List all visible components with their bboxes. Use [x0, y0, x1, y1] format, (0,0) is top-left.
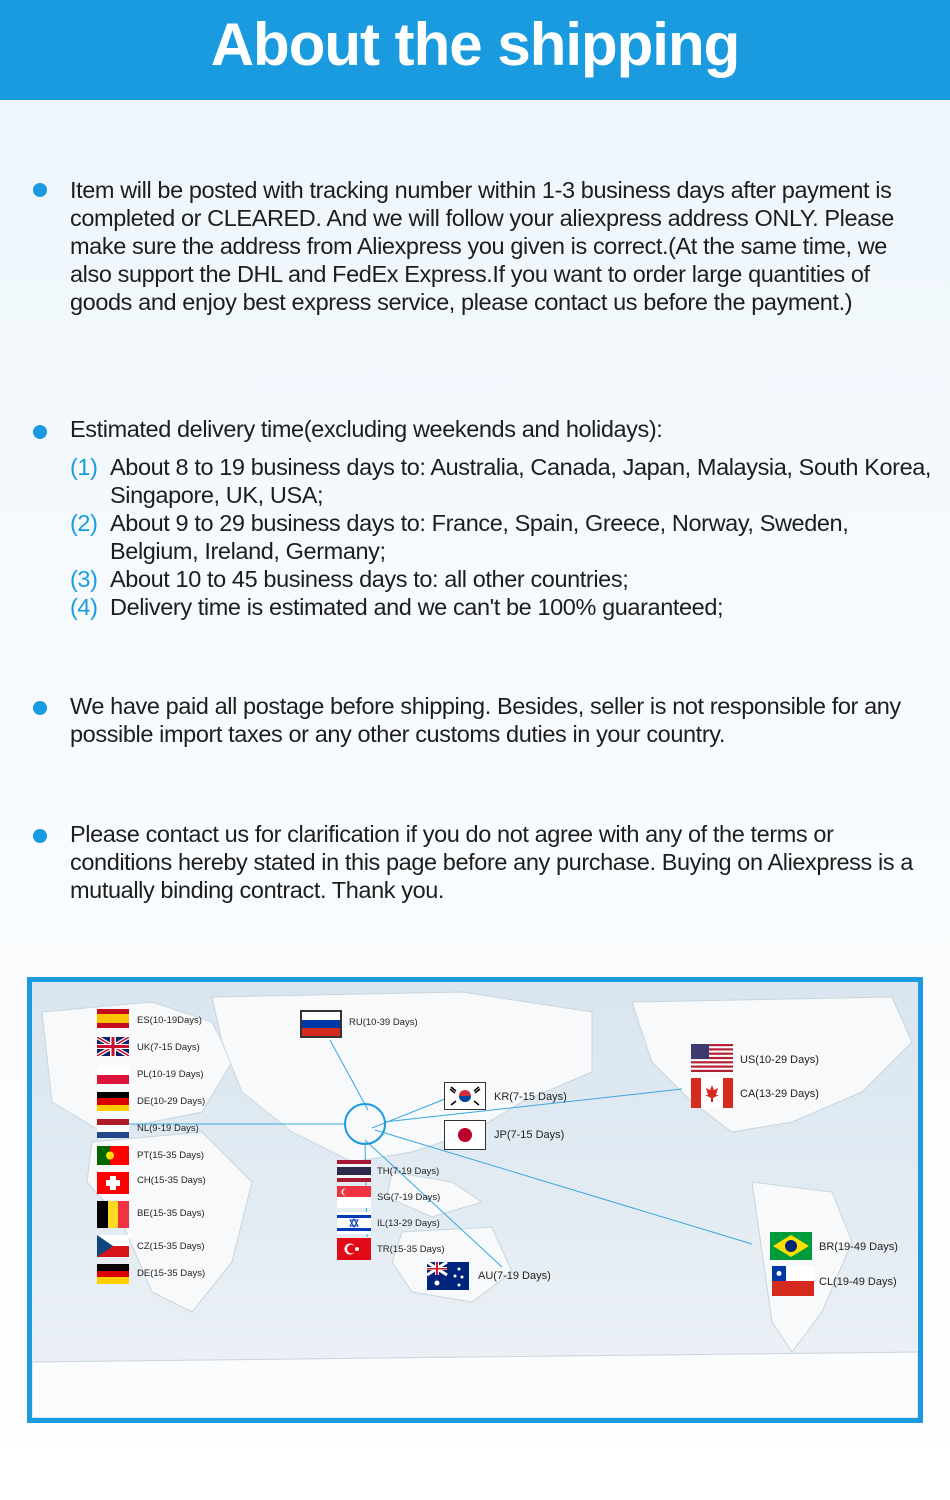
- uk-delivery-label: UK(7-15 Days): [137, 1042, 200, 1053]
- kr-flag-icon: [444, 1082, 486, 1110]
- br-delivery-label: BR(19-49 Days): [819, 1241, 898, 1253]
- de-flag-icon: [97, 1264, 129, 1284]
- nl-flag-icon: [97, 1119, 129, 1138]
- header-banner: [0, 0, 950, 100]
- es-delivery-label: ES(10-19Days): [137, 1015, 202, 1026]
- delivery-item-text: Delivery time is estimated and we can't be 100% guaranteed;: [110, 594, 724, 620]
- be-flag-icon: [97, 1201, 129, 1228]
- shipping-world-map: [27, 977, 923, 1423]
- ru-flag-icon: [300, 1010, 342, 1038]
- br-flag-icon: [770, 1232, 812, 1260]
- delivery-item-number: (3): [70, 566, 98, 592]
- pl-flag-icon: [97, 1065, 129, 1084]
- us-delivery-label: US(10-29 Days): [740, 1054, 819, 1066]
- de-delivery-label: DE(10-29 Days): [137, 1096, 206, 1107]
- au-flag-icon: [427, 1262, 469, 1290]
- ca-flag-icon: [691, 1078, 733, 1108]
- contact-paragraph: Please contact us for clarification if you do not agree with any of the terms or conditions hereby stated in this page before any purchase. Buying on Aliexpress is a mutually binding contract. Thank you.: [70, 821, 913, 903]
- sg-flag-icon: [337, 1186, 371, 1208]
- delivery-item-number: (2): [70, 510, 98, 536]
- delivery-item-number: (4): [70, 594, 98, 620]
- ch-delivery-label: CH(15-35 Days): [137, 1175, 206, 1186]
- bullet-icon: [33, 425, 47, 439]
- cz-flag-icon: [97, 1235, 129, 1257]
- page-title: About the shipping: [210, 11, 740, 78]
- tr-flag-icon: [337, 1238, 371, 1260]
- us-flag-icon: [691, 1044, 733, 1072]
- posting-paragraph: Item will be posted with tracking number within 1-3 business days after payment is completed or CLEARED. And we will follow your aliexpress address ONLY. Please make sure the address from Aliexpress you given is correct.(At the same time, we also support the DHL and FedEx Express.If you want to order large quantities of goods and enjoy best express service, please contact us before the payment.): [70, 177, 894, 315]
- ch-flag-icon: [97, 1172, 129, 1194]
- delivery-item-number: (1): [70, 454, 98, 480]
- delivery-item-text: About 8 to 19 business days to: Australia, Canada, Japan, Malaysia, South Korea, Singapore, UK, USA;: [110, 454, 932, 508]
- nl-delivery-label: NL(9-19 Days): [137, 1123, 199, 1134]
- delivery-item-text: About 10 to 45 business days to: all other countries;: [110, 566, 629, 592]
- delivery-item-text: About 9 to 29 business days to: France, Spain, Greece, Norway, Sweden, Belgium, Ireland, Germany;: [110, 510, 849, 564]
- kr-delivery-label: KR(7-15 Days): [494, 1091, 567, 1103]
- il-delivery-label: IL(13-29 Days): [377, 1218, 440, 1229]
- cz-delivery-label: CZ(15-35 Days): [137, 1241, 205, 1252]
- es-flag-icon: [97, 1009, 129, 1028]
- tr-delivery-label: TR(15-35 Days): [377, 1244, 445, 1255]
- th-delivery-label: TH(7-19 Days): [377, 1166, 440, 1177]
- pt-delivery-label: PT(15-35 Days): [137, 1150, 205, 1161]
- jp-delivery-label: JP(7-15 Days): [494, 1129, 565, 1141]
- au-delivery-label: AU(7-19 Days): [478, 1270, 551, 1282]
- be-delivery-label: BE(15-35 Days): [137, 1208, 205, 1219]
- ca-delivery-label: CA(13-29 Days): [740, 1088, 819, 1100]
- jp-flag-icon: [444, 1120, 486, 1150]
- de-delivery-label: DE(15-35 Days): [137, 1268, 206, 1279]
- bullet-icon: [33, 829, 47, 843]
- pt-flag-icon: [97, 1146, 129, 1165]
- th-flag-icon: [337, 1160, 371, 1182]
- delivery-intro: Estimated delivery time(excluding weekends and holidays):: [70, 416, 663, 442]
- postage-paragraph: We have paid all postage before shipping. Besides, seller is not responsible for any possible import taxes or any other customs duties in your country.: [70, 693, 901, 747]
- cl-flag-icon: [772, 1266, 814, 1296]
- cl-delivery-label: CL(19-49 Days): [819, 1276, 897, 1288]
- pl-delivery-label: PL(10-19 Days): [137, 1069, 204, 1080]
- uk-flag-icon: [97, 1037, 129, 1056]
- de-flag-icon: [97, 1092, 129, 1111]
- bullet-icon: [33, 183, 47, 197]
- il-flag-icon: [337, 1212, 371, 1234]
- sg-delivery-label: SG(7-19 Days): [377, 1192, 441, 1203]
- ru-delivery-label: RU(10-39 Days): [349, 1017, 418, 1028]
- bullet-icon: [33, 701, 47, 715]
